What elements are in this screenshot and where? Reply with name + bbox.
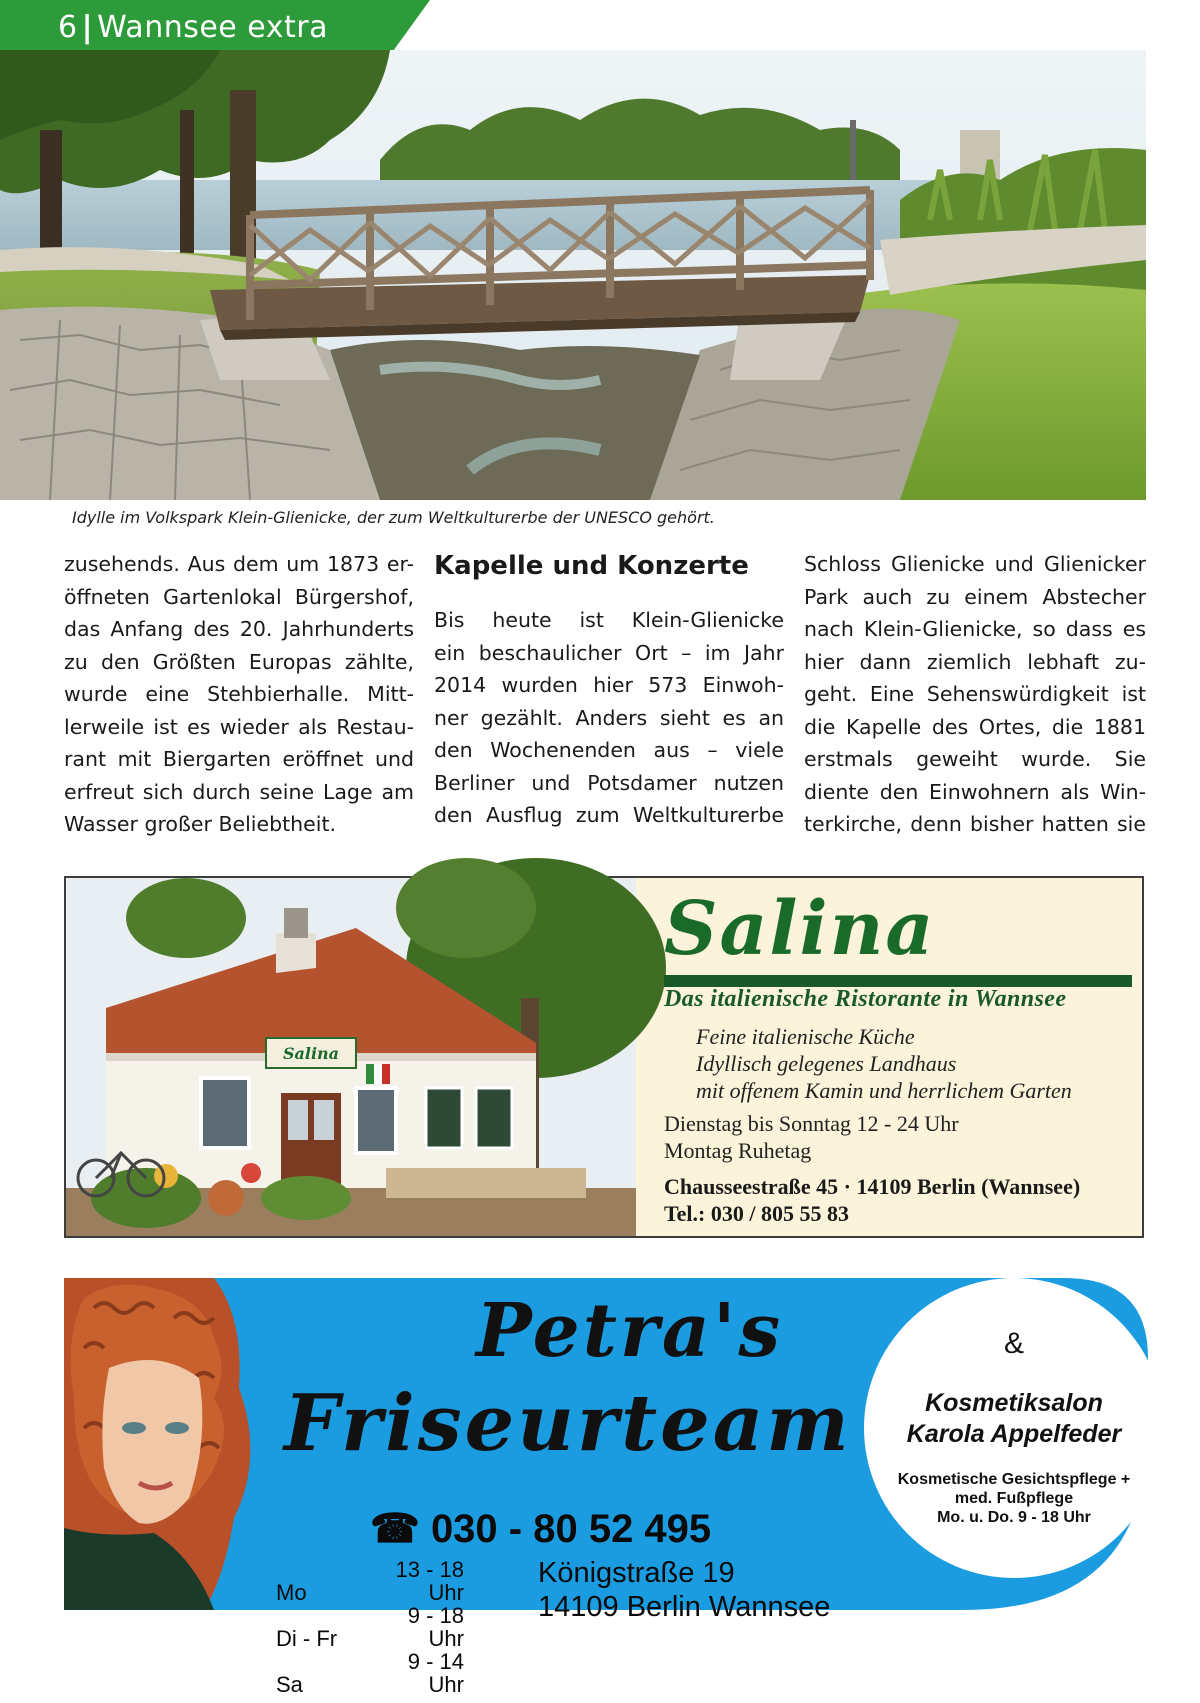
article-line: den Wochenenden aus – viele [434,738,784,762]
section-name: Wannsee extra [97,10,328,45]
page-number: 6 [58,10,78,45]
kosmetik-name-line: Karola Appelfeder [906,1420,1122,1448]
address-city: 14109 Berlin Wannsee [538,1591,831,1623]
article-line: erstmals geweiht wurde. Sie [804,747,1146,771]
hours-days: Di - Fr [276,1626,338,1651]
article-line: Bis heute ist Klein-Glienicke [434,608,784,632]
petra-title-line1: Petra's [476,1288,784,1374]
salina-text-panel [636,878,1142,1236]
article-line: 2014 wurden hier 573 Einwoh- [434,673,784,697]
article-line: Park auch zu einem Abstecher [804,584,1146,609]
article-line: Schloss Glienicke und Glienicker [804,552,1146,576]
article-line: zusehends. Aus dem um 1873 er- [64,552,414,576]
petra-opening-hours [276,1558,464,1696]
hours-row [276,1650,464,1696]
kosmetik-service-line: Kosmetische Gesichtspflege + [897,1471,1131,1488]
feature-line: Idyllisch gelegenes Landhaus [696,1051,957,1076]
article-subheading: Kapelle und Konzerte [434,551,749,581]
salina-opening-hours [664,1110,959,1164]
feature-line: Feine italienische Küche [696,1024,915,1049]
hours-time: 9 - 18 Uhr [407,1603,464,1651]
petra-title-line2: Friseurteam [284,1378,852,1469]
article-line: lerweile ist es wieder als Restau- [64,714,414,739]
kosmetik-service-line: med. Fußpflege [954,1490,1074,1507]
hours-row [276,1558,464,1604]
salina-tagline: Das italienische Ristorante in Wannsee [664,986,1067,1012]
article-line: nach Klein-Glienicke, so dass es [804,617,1146,641]
hours-days: Sa [276,1672,303,1697]
kosmetik-ampersand: & [1003,1327,1024,1360]
article-line: terkirche, denn bisher hatten sie [804,812,1146,836]
feature-line: mit offenem Kamin und herrlichem Garten [696,1078,1072,1103]
article-line: Wasser großer Beliebtheit. [64,812,337,836]
salina-address: Chausseestraße 45 · 14109 Berlin (Wannsee) [664,1174,1081,1199]
article-line: erfreut sich durch seine Lage am [64,779,414,804]
kosmetik-name-line: Kosmetiksalon [925,1389,1103,1417]
article-line: das Anfang des 20. Jahrhunderts [64,617,414,641]
hours-line: Dienstag bis Sonntag 12 - 24 Uhr [664,1111,959,1136]
article-line: den Ausflug zum Weltkulturerbe [434,803,784,827]
restaurant-building-illustration [66,878,636,1236]
salina-logo: Salina [664,886,936,972]
article-line: geht. Eine Sehenswürdigkeit ist [804,682,1146,706]
petra-friseurteam-advertisement [64,1278,1148,1697]
bridge-park-illustration [0,50,1146,500]
article-line: diente den Einwohnern als Win- [804,779,1146,804]
salina-contact [664,1173,1080,1227]
article-line: wurde eine Stehbierhalle. Mitt- [64,682,414,706]
salina-phone: Tel.: 030 / 805 55 83 [664,1201,849,1226]
kosmetik-name [864,1388,1164,1450]
article-line: zu den Größten Europas zählte, [64,649,414,674]
article-line: hier dann ziemlich lebhaft zu- [804,649,1146,674]
hours-days: Mo [276,1580,307,1605]
hours-time: 13 - 18 Uhr [395,1557,464,1605]
article-column-2 [434,548,784,832]
header-title: 6 | Wannsee extra [58,10,328,45]
article-line: öffneten Gartenlokal Bürgershof, [64,584,414,609]
restaurant-photo [66,878,636,1236]
article-line: ein beschaulicher Ort – im Jahr [434,640,784,665]
salina-advertisement [64,876,1144,1238]
article-column-3 [804,548,1146,841]
address-street: Königstraße 19 [538,1557,735,1589]
kosmetik-service-line: Mo. u. Do. 9 - 18 Uhr [937,1509,1091,1526]
hours-row [276,1604,464,1650]
photo-caption: Idylle im Volkspark Klein-Glienicke, der zum Weltkulturerbe der UNESCO gehört. [72,508,715,527]
article-line: ner gezählt. Anders sieht es an [434,705,784,730]
article-line: die Kapelle des Ortes, die 1881 [804,714,1146,739]
article-line: Berliner und Potsdamer nutzen [434,770,784,795]
hours-line: Montag Ruhetag [664,1138,812,1163]
salina-features [696,1023,1072,1104]
hours-time: 9 - 14 Uhr [407,1649,464,1697]
kosmetik-badge [864,1278,1164,1578]
kosmetik-services [864,1470,1164,1527]
petra-phone: ☎ 030 - 80 52 495 [370,1507,712,1551]
petra-address [538,1556,830,1624]
article-line: rant mit Biergarten eröffnet und [64,747,414,771]
salina-sign-text: Salina [282,1044,340,1063]
article-column-1 [64,548,414,841]
hero-photo [0,50,1146,500]
